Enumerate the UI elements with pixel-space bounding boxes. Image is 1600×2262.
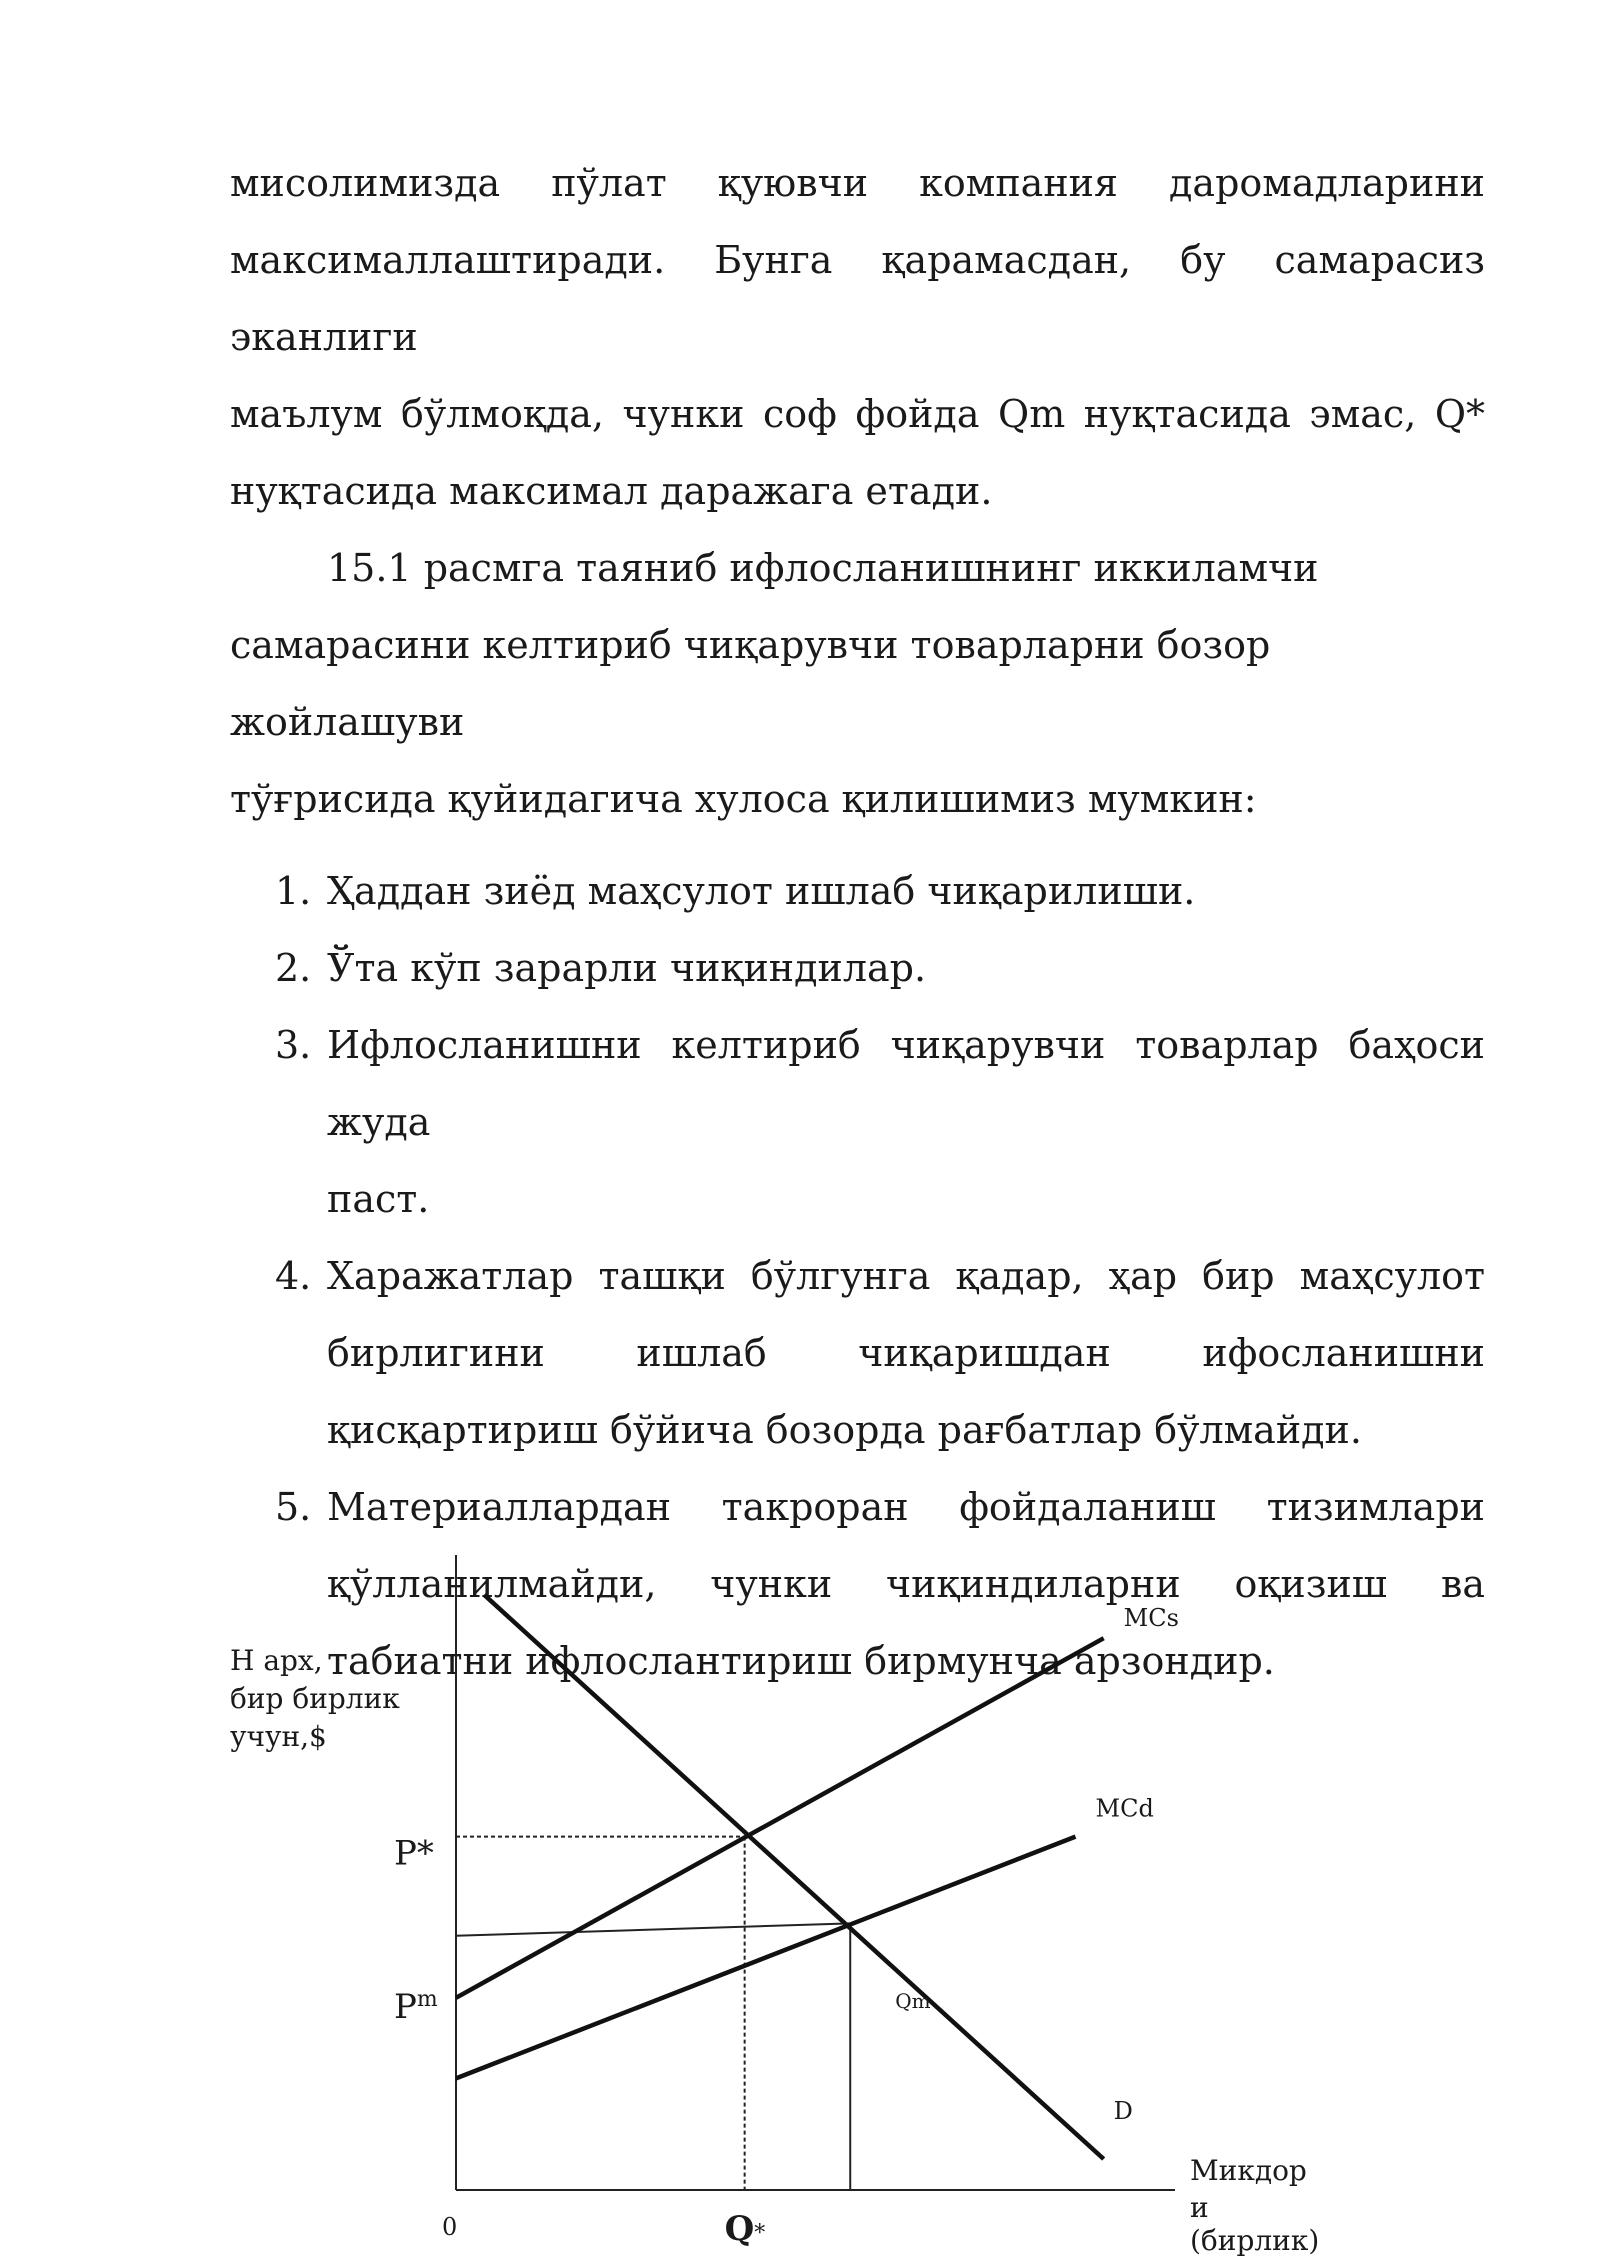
list-item-line: паст.	[327, 1177, 430, 1221]
supply-demand-chart	[0, 1540, 1600, 2262]
list-item	[230, 853, 1485, 930]
list-item-number: 4.	[275, 1254, 312, 1298]
label-p-star: P*	[394, 1833, 434, 1874]
list-item-line: қисқартириш бўйича бозорда рағбатлар бўлмайди.	[327, 1408, 1362, 1452]
series-line-mcs	[456, 1638, 1104, 1998]
list-item-line: табиатни ифлослантириш бирмунча арзондир.	[327, 1639, 1275, 1683]
paragraph-1-line: максималлаштиради. Бунга қарамасдан, бу самарасиз эканлиги	[230, 238, 1485, 359]
list-item-number: 1.	[275, 869, 312, 913]
paragraph-2-line: 15.1 расмга таяниб ифлосланишнинг иккиламчи	[327, 546, 1319, 590]
list-item-number: 3.	[275, 1023, 312, 1067]
guide-line-horizontal	[456, 1923, 850, 1935]
list-item	[230, 1238, 1485, 1469]
paragraph-1	[230, 145, 1485, 530]
label-p-m: $P^m$	[394, 1986, 438, 2027]
list-item-line: Харажатлар ташқи бўлгунга қадар, ҳар бир маҳсулот	[327, 1254, 1485, 1298]
series-line-mcd	[456, 1837, 1076, 2079]
paragraph-1-line: мисолимизда пўлат қуювчи компания даромадларини	[230, 161, 1485, 205]
paragraph-2-line: тўғрисида қуйидагича хулоса қилишимиз мумкин:	[230, 777, 1257, 821]
list-item-line: Ифлосланишни келтириб чиқарувчи товарлар баҳоси жуда	[327, 1023, 1485, 1144]
paragraph-2	[230, 530, 1485, 838]
list-item-line: Материаллардан такроран фойдаланиш тизимлари	[327, 1485, 1485, 1529]
label-q-star: Q*	[724, 2209, 766, 2249]
series-label-mcd: MCd	[1095, 1794, 1154, 1823]
list-item-line: Ҳаддан зиёд маҳсулот ишлаб чиқарилиши.	[327, 869, 1196, 913]
document-body	[230, 145, 1485, 1700]
origin-label: 0	[442, 2213, 458, 2241]
label-q-m: Qm	[895, 1988, 931, 2013]
series-label-d: D	[1113, 2097, 1133, 2125]
list-item	[230, 930, 1485, 1007]
series-line-d	[484, 1595, 1104, 2159]
paragraph-1-line: маълум бўлмоқда, чунки соф фойда Qm нуқтасида эмас, Q*	[230, 392, 1485, 436]
list-item-number: 2.	[275, 946, 312, 990]
list-item-number: 5.	[275, 1485, 312, 1529]
chart-canvas	[0, 1540, 1600, 2262]
x-axis-label: Микдор и (бирлик)	[1190, 2154, 1320, 2257]
list-item-line: қўлланилмайди, чунки чиқиндиларни оқизиш ва	[327, 1562, 1485, 1606]
series-label-mcs: MCs	[1123, 1604, 1179, 1633]
paragraph-1-line: нуқтасида максимал даражага етади.	[230, 469, 993, 513]
list-item	[230, 1007, 1485, 1238]
list-item-line: Ўта кўп зарарли чиқиндилар.	[327, 946, 927, 990]
list-item-line: бирлигини ишлаб чиқаришдан ифосланишни	[327, 1331, 1485, 1375]
paragraph-2-line: самарасини келтириб чиқарувчи товарларни бозор жойлашуви	[230, 623, 1271, 744]
y-axis-label: Н арх, бир бирлик учун,$	[230, 1644, 400, 1753]
